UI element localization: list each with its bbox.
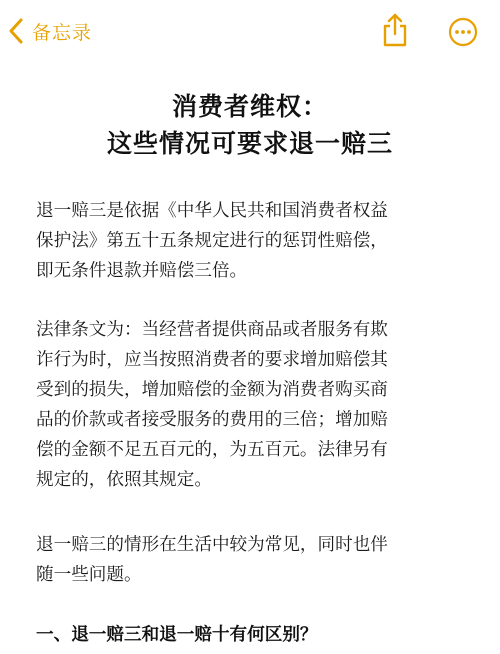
paragraph-line: 品的价款或者接受服务的费用的三倍；增加赔 xyxy=(36,410,388,430)
back-button[interactable] xyxy=(8,14,92,48)
paragraph-line: 偿的金额不足五百元的，为五百元。法律另有 xyxy=(36,440,388,460)
paragraph-line: 退一赔三是依据《中华人民共和国消费者权益 xyxy=(36,201,388,221)
note-paragraph xyxy=(36,315,476,495)
note-title-line: 这些情况可要求退一赔三 xyxy=(106,129,393,158)
note-title xyxy=(0,88,500,162)
chevron-left-icon xyxy=(8,18,24,44)
share-button[interactable] xyxy=(380,12,410,48)
note-paragraph xyxy=(36,530,476,590)
note-paragraph xyxy=(36,196,476,286)
paragraph-line: 退一赔三的情形在生活中较为常见，同时也伴 xyxy=(36,535,388,555)
paragraph-line: 规定的，依照其规定。 xyxy=(36,470,212,490)
more-icon xyxy=(448,17,478,47)
share-icon xyxy=(380,12,410,48)
paragraph-line: 受到的损失，增加赔偿的金额为消费者购买商 xyxy=(36,380,388,400)
back-label: 备忘录 xyxy=(32,21,93,44)
paragraph-line: 法律条文为：当经营者提供商品或者服务有欺 xyxy=(36,320,388,340)
more-options-button[interactable] xyxy=(448,17,478,47)
navigation-bar xyxy=(0,0,500,62)
paragraph-line: 随一些问题。 xyxy=(36,565,142,585)
section-heading: 一、退一赔三和退一赔十有何区别？ xyxy=(36,625,318,645)
paragraph-line: 保护法》第五十五条规定进行的惩罚性赔偿， xyxy=(36,231,388,251)
paragraph-line: 诈行为时，应当按照消费者的要求增加赔偿其 xyxy=(36,350,388,370)
note-title-line: 消费者维权： xyxy=(171,92,328,121)
paragraph-line: 即无条件退款并赔偿三倍。 xyxy=(36,261,248,281)
